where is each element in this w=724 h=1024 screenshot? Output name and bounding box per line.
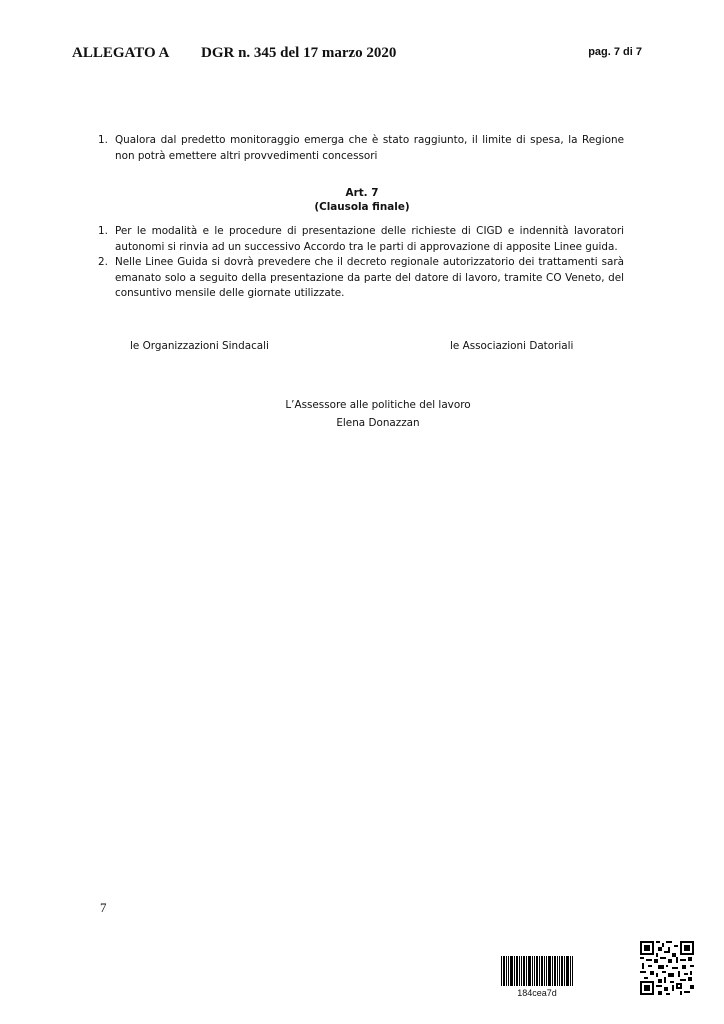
barcode-icon [501, 956, 573, 986]
barcode-label: 184cea7d [517, 988, 557, 998]
assessore-name: Elena Donazzan [336, 417, 420, 429]
signature-employers: le Associazioni Datoriali [450, 340, 574, 352]
page-indicator: pag. 7 di 7 [588, 46, 642, 58]
list-item-number: 1. [98, 134, 108, 146]
list-item [98, 224, 624, 255]
dgr-reference: DGR n. 345 del 17 marzo 2020 [201, 45, 397, 61]
signature-unions: le Organizzazioni Sindacali [130, 340, 269, 352]
monitoring-list [98, 133, 624, 164]
assessore-title: L’Assessore alle politiche del lavoro [285, 399, 471, 411]
list-item-text: Nelle Linee Guida si dovrà prevedere che il decreto regionale autorizzatorio dei trattamenti sarà emanato solo a seguito della presentazione da parte del datore di lavoro, tramite CO Veneto, del consuntivo mensile delle giornate utilizzate. [115, 256, 624, 300]
list-item-text: Qualora dal predetto monitoraggio emerga che è stato raggiunto, il limite di spesa, la Regione non potrà emettere altri provvedimenti concessori [115, 134, 624, 162]
list-item [98, 255, 624, 302]
list-item [98, 133, 624, 164]
allegato-label: ALLEGATO A [72, 45, 170, 61]
list-item-number: 2. [98, 256, 108, 269]
page-number: 7 [100, 900, 107, 915]
list-item-text: Per le modalità e le procedure di presentazione delle richieste di CIGD e indennità lavoratori autonomi si rinvia ad un successivo Accordo tra le parti di approvazione di apposite Linee guida. [115, 225, 624, 253]
article-subtitle: (Clausola finale) [314, 201, 410, 213]
article-list [98, 224, 624, 302]
article-title: Art. 7 [345, 187, 379, 199]
list-item-number: 1. [98, 225, 108, 237]
qr-code-icon [640, 941, 694, 995]
